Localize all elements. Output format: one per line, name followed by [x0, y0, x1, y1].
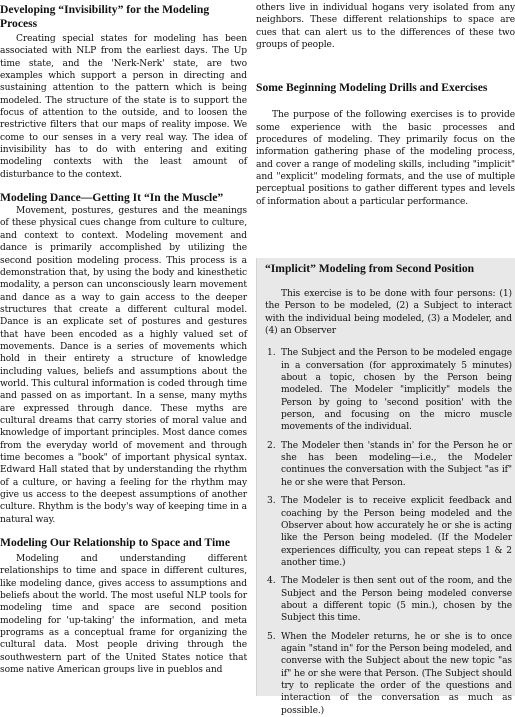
step-text: The Subject and the Person to be modeled engage in a conversation (for approximately 5 minutes) about a topic, chosen by the Person being modeled. The Modeler "implicitly" models the Person by going to 'second position' with the person, and focusing on the micro muscle movements of the individual.	[281, 348, 512, 433]
step-number: 5.	[267, 631, 276, 642]
section-heading-invisibility: Developing “Invisibility” for the Modeling Process	[0, 3, 210, 30]
step-text: The Modeler then 'stands in' for the Person he or she has been modeling—i.e., the Modeler continues the conversation with the Subject "as if" he or she were that Person.	[281, 440, 512, 488]
exercise-intro: This exercise is to be done with four persons: (1) the Person to be modeled, (2) a Subject to interact with the individual being modeled, (3) a Modeler, and (4) an Observer	[265, 289, 512, 337]
section-heading-drills: Some Beginning Modeling Drills and Exercises	[256, 81, 488, 95]
paragraph-drills: The purpose of the following exercises is to provide some experience with the basic processes and procedures of modeling. They primarily focus on the information gathering phase of the modeling process, and cover a range of modeling skills, including "implicit" and "explicit" modeling formats, and the use of multiple perceptual positions to gather different types and levels of information about a particular performance.	[256, 110, 515, 207]
step-text: When the Modeler returns, he or she is to once again "stand in" for the Person being modeled, and converse with the Subject about the new topic "as if" he or she were that Person. (The Subject should try to replicate the order of the questions and interaction of the conversation as much as possible.)	[281, 631, 512, 716]
exercise-step	[265, 575, 512, 624]
step-number: 3.	[267, 496, 276, 507]
step-number: 1.	[267, 348, 276, 359]
step-number: 4.	[267, 576, 276, 587]
paragraph-space-time: Modeling and understanding different relationships to time and space in different cultures, like modeling dance, gives access to assumptions and beliefs about the world. The most useful NLP tools for modeling time and space are second position modeling for 'up-taking' the information, and meta programs as a conceptual frame for organizing the cultural data. Most people driving through the southwestern part of the United States notice that some native American groups live in pueblos and	[0, 554, 247, 676]
exercise-step	[265, 631, 512, 717]
step-text: The Modeler is to receive explicit feedback and coaching by the Person being modeled and the Observer about how accurately he or she is acting like the Person being modeled. (If the Modeler experiences difficulty, you can repeat steps 1 & 2 another time.)	[281, 496, 512, 568]
exercise-step	[265, 440, 512, 489]
step-number: 2.	[267, 440, 276, 451]
right-column	[256, 0, 515, 208]
exercise-heading: “Implicit” Modeling from Second Position	[265, 262, 475, 275]
paragraph-continuation: others live in individual hogans very isolated from any neighbors. These different relationships to space are cues that can alert us to the differences of these two groups of people.	[256, 3, 515, 51]
paragraph-dance: Movement, postures, gestures and the meanings of these physical cues change from culture to culture, and context to context. Modeling movement and dance is primarily accomplished by utilizing the second position modeling process. This process is a demonstration that, by using the body and kinesthetic modality, a person can unconsciously learn movement and dance as a way to gain access to the deeper structures that create a different cultural model. Dance is an explicate set of postures and gestures that have been encoded as a highly valued set of movements. Dance is a series of movements which hold in their entirety a structure of knowledge including values, beliefs and assumptions about the world. This cultural information is coded through time and passed on as important. In a sense, many myths are expressed through dance. These myths are cultural dreams that carry stories of moral value and knowledge of important principles. Most dance comes from the everyday world of movement and through time becomes a "book" of important physical syntax. Edward Hall stated that by understanding the rhythm of a culture, or having a feeling for the rhythm may give us access to the deepest assumptions of another culture. Rhythm is the body's way of keeping time in a natural way.	[0, 206, 247, 525]
section-heading-space-time: Modeling Our Relationship to Space and Time	[0, 536, 230, 550]
exercise-steps	[265, 347, 512, 717]
section-heading-dance: Modeling Dance—Getting It “In the Muscle”	[0, 191, 224, 205]
exercise-step	[265, 495, 512, 569]
step-text: The Modeler is then sent out of the room, and the Subject and the Person being modeled converse about a different topic (5 min.), chosen by the Subject this time.	[281, 576, 512, 624]
paragraph-invisibility: Creating special states for modeling has been associated with NLP from the earliest days. The Up time state, and the 'Nerk-Nerk' state, are two examples which support a person in directing and sustaining attention to the pattern which is being modeled. The structure of the state is to support the focus of attention to the outside, and to loosen the restrictive filters that our maps of reality impose. We come to our senses in a very real way. The idea of invisibility has to do with entering and exiting modeling contexts with the least amount of disturbance to the context.	[0, 34, 247, 180]
exercise-box	[256, 258, 515, 716]
left-column	[0, 0, 247, 677]
exercise-step	[265, 347, 512, 433]
